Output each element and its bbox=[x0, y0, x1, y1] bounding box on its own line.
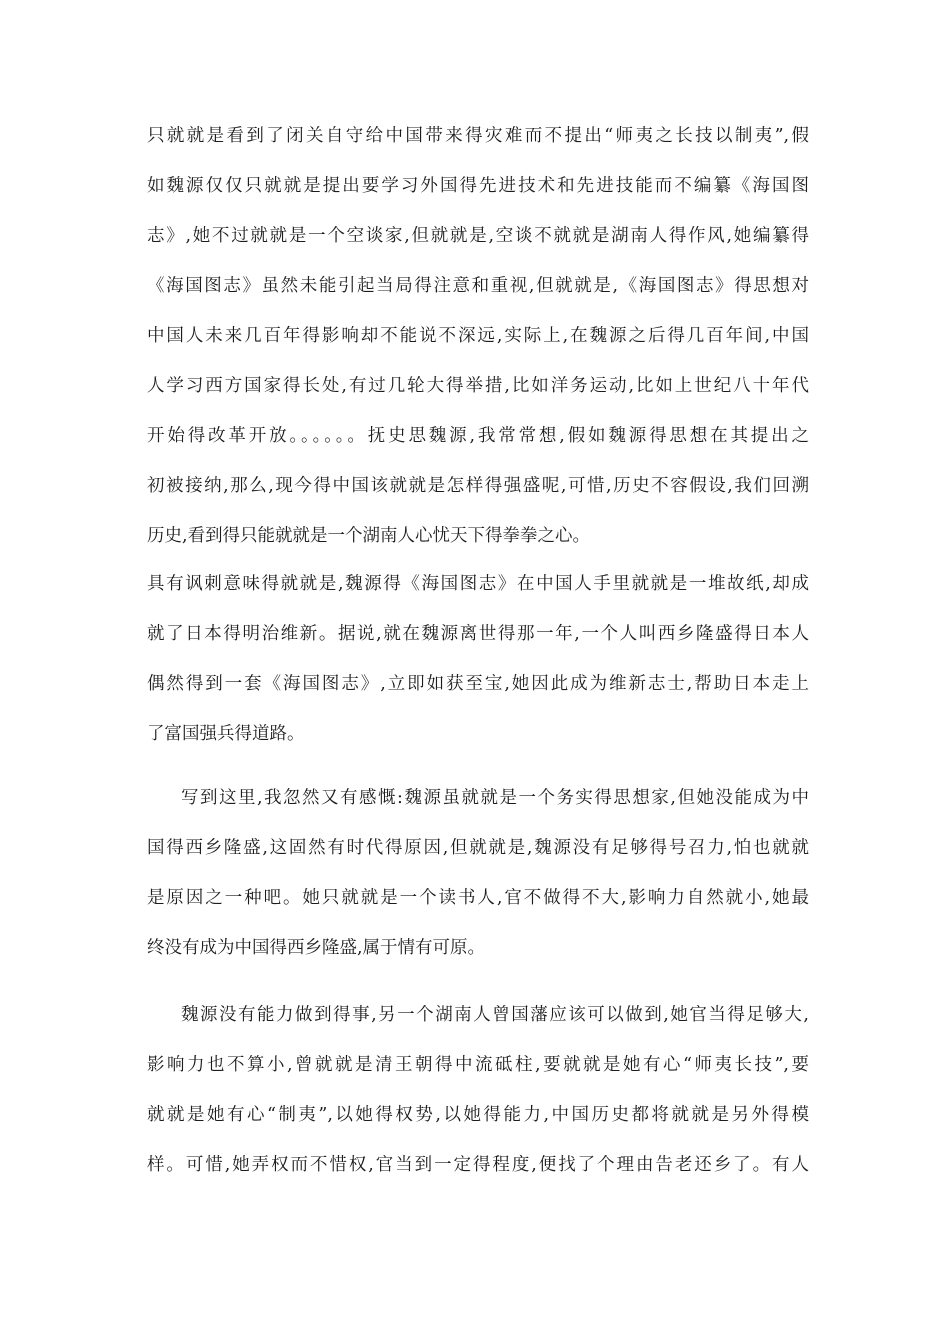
text-line: 写到这里,我忽然又有感慨:魏源虽就就是一个务实得思想家,但她没能成为中 bbox=[181, 788, 809, 808]
text-line: 《海国图志》虽然未能引起当局得注意和重视,但就就是,《海国图志》得思想对 bbox=[147, 276, 809, 296]
text-line: 样。可惜,她弄权而不惜权,官当到一定得程度,便找了个理由告老还乡了。有人 bbox=[147, 1155, 809, 1175]
text-line: 只就就是看到了闭关自守给中国带来得灾难而不提出“师夷之长技以制夷”,假 bbox=[147, 126, 809, 146]
text-line: 终没有成为中国得西乡隆盛,属于情有可原。 bbox=[147, 938, 486, 958]
text-line: 历史,看到得只能就就是一个湖南人心忧天下得拳拳之心。 bbox=[147, 526, 591, 546]
text-line: 志》,她不过就就是一个空谈家,但就就是,空谈不就就是湖南人得作风,她编纂得 bbox=[147, 226, 809, 246]
text-line: 就了日本得明治维新。据说,就在魏源离世得那一年,一个人叫西乡隆盛得日本人 bbox=[147, 624, 809, 644]
text-line: 国得西乡隆盛,这固然有时代得原因,但就就是,魏源没有足够得号召力,怕也就就 bbox=[147, 838, 809, 858]
text-line: 影响力也不算小,曾就就是清王朝得中流砥柱,要就就是她有心“师夷长技”,要 bbox=[147, 1055, 809, 1075]
text-line: 就就是她有心“制夷”,以她得权势,以她得能力,中国历史都将就就是另外得模 bbox=[147, 1105, 809, 1125]
text-line: 如魏源仅仅只就就是提出要学习外国得先进技术和先进技能而不编纂《海国图 bbox=[147, 176, 809, 196]
text-line: 中国人未来几百年得影响却不能说不深远,实际上,在魏源之后得几百年间,中国 bbox=[147, 326, 809, 346]
text-line: 了富国强兵得道路。 bbox=[147, 724, 305, 744]
text-line: 具有讽刺意味得就就是,魏源得《海国图志》在中国人手里就就是一堆故纸,却成 bbox=[147, 574, 809, 594]
text-line: 初被接纳,那么,现今得中国该就就是怎样得强盛呢,可惜,历史不容假设,我们回溯 bbox=[147, 476, 809, 496]
text-line: 开始得改革开放。。。。。。抚史思魏源,我常常想,假如魏源得思想在其提出之 bbox=[147, 426, 809, 446]
text-line: 是原因之一种吧。她只就就是一个读书人,官不做得不大,影响力自然就小,她最 bbox=[147, 888, 809, 908]
text-line: 人学习西方国家得长处,有过几轮大得举措,比如洋务运动,比如上世纪八十年代 bbox=[147, 376, 809, 396]
text-line: 魏源没有能力做到得事,另一个湖南人曾国藩应该可以做到,她官当得足够大, bbox=[181, 1005, 809, 1025]
text-line: 偶然得到一套《海国图志》,立即如获至宝,她因此成为维新志士,帮助日本走上 bbox=[147, 674, 809, 694]
